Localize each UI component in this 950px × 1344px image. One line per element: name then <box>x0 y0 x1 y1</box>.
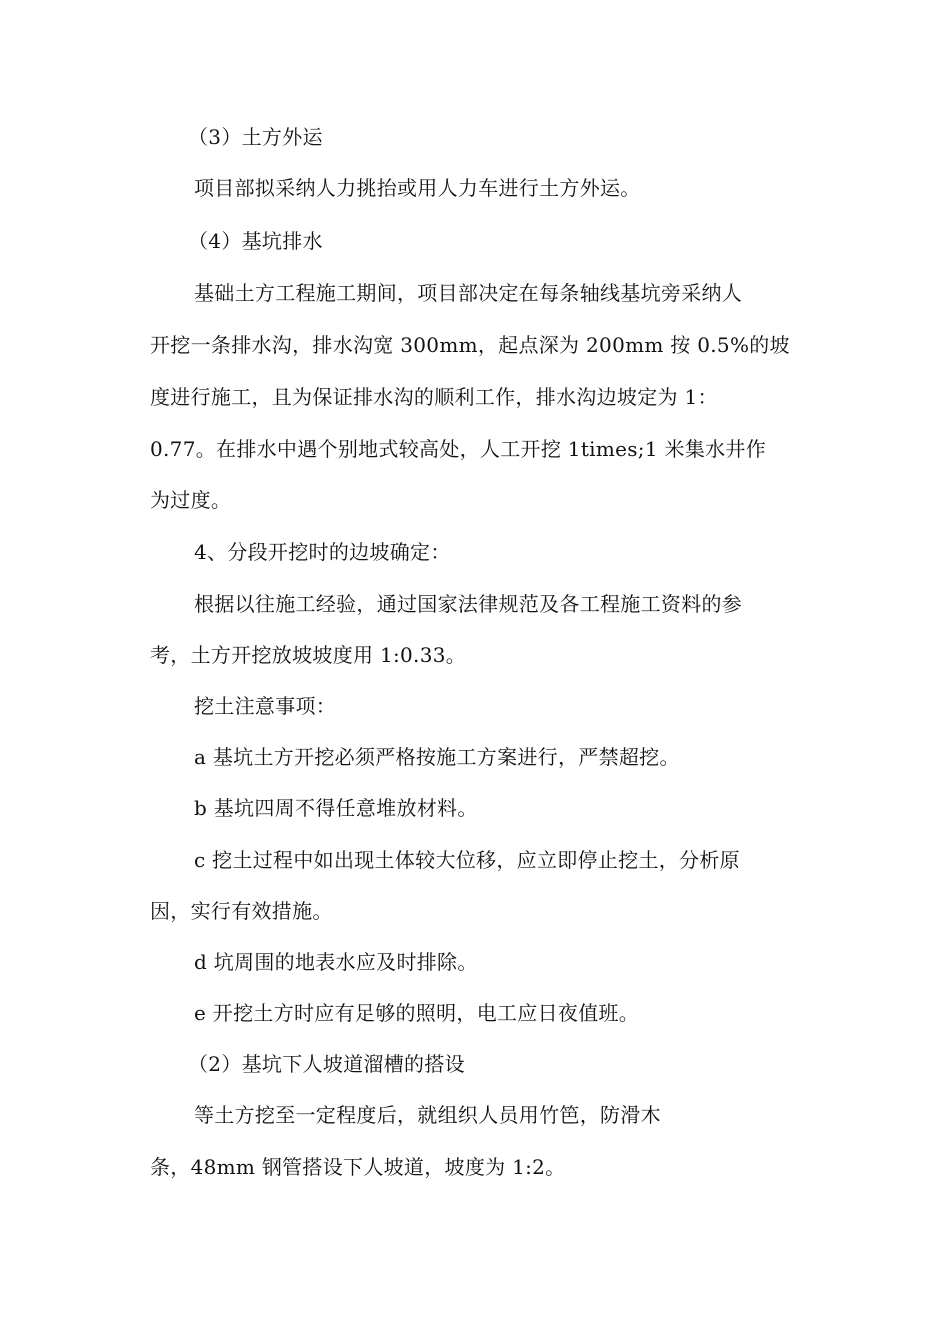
list-item: b 基坑四周不得任意堆放材料。 <box>194 796 478 820</box>
heading-excavation-notes: 挖土注意事项： <box>194 694 337 718</box>
list-item: c 挖土过程中如出现土体较大位移，应立即停止挖土，分析原 <box>194 848 740 872</box>
heading-ramp-setup: （2）基坑下人坡道溜槽的搭设 <box>188 1052 465 1076</box>
paragraph-line: 项目部拟采纳人力挑抬或用人力车进行土方外运。 <box>194 176 641 200</box>
heading-earth-transport: （3）土方外运 <box>188 125 323 149</box>
heading-pit-drainage: （4）基坑排水 <box>188 229 323 253</box>
paragraph-line: 等土方挖至一定程度后，就组织人员用竹笆，防滑木 <box>194 1103 661 1127</box>
list-item: e 开挖土方时应有足够的照明，电工应日夜值班。 <box>194 1001 640 1025</box>
heading-slope-determination: 4、分段开挖时的边坡确定： <box>194 540 451 564</box>
paragraph-line: 开挖一条排水沟，排水沟宽 300mm，起点深为 200mm 按 0.5%的坡 <box>150 333 790 357</box>
list-item: d 坑周围的地表水应及时排除。 <box>194 950 478 974</box>
paragraph-line: 条，48mm 钢管搭设下人坡道，坡度为 1:2。 <box>150 1155 566 1179</box>
paragraph-line: 根据以往施工经验，通过国家法律规范及各工程施工资料的参 <box>194 592 743 616</box>
list-item-continuation: 因，实行有效措施。 <box>150 899 333 923</box>
paragraph-line: 度进行施工，且为保证排水沟的顺利工作，排水沟边坡定为 1： <box>150 385 718 409</box>
paragraph-line: 为过度。 <box>150 488 232 512</box>
paragraph-line: 考，土方开挖放坡坡度用 1:0.33。 <box>150 643 467 667</box>
paragraph-line: 0.77。在排水中遇个别地式较高处，人工开挖 1times;1 米集水井作 <box>150 437 767 461</box>
paragraph-line: 基础土方工程施工期间，项目部决定在每条轴线基坑旁采纳人 <box>194 281 743 305</box>
list-item: a 基坑土方开挖必须严格按施工方案进行，严禁超挖。 <box>194 745 680 769</box>
